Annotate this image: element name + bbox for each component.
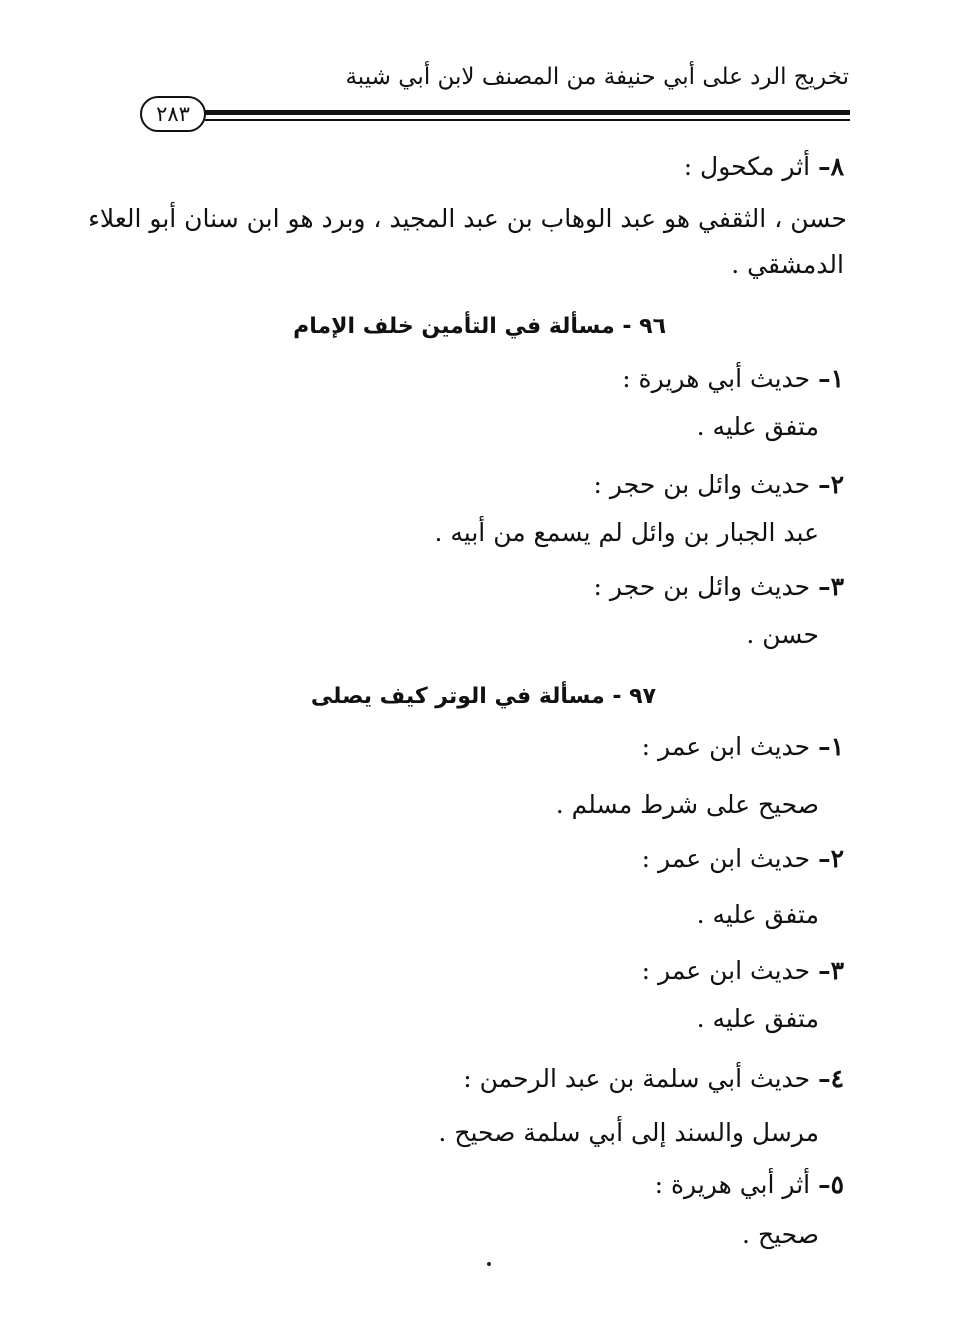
item-title: حديث أبي سلمة بن عبد الرحمن :: [463, 1064, 819, 1093]
item-title: أثر أبي هريرة :: [654, 1170, 819, 1199]
item-heading: [642, 730, 844, 764]
header-rule-thick: [205, 110, 850, 115]
body-text: حسن .: [746, 620, 819, 649]
item-heading: [622, 362, 844, 396]
section-number: ٩٧: [629, 684, 656, 709]
section-title: - مسألة في التأمين خلف الإمام: [293, 314, 640, 339]
section-heading: [311, 680, 656, 714]
page-number-badge: [140, 96, 206, 132]
body-text: صحيح .: [742, 1220, 819, 1249]
header-rule-thin: [205, 119, 850, 121]
body-text: الدمشقي .: [731, 250, 844, 279]
item-number: ٤–: [818, 1064, 844, 1093]
body-text: صحيح على شرط مسلم .: [555, 790, 819, 819]
item-number: ٣–: [818, 572, 844, 601]
item-title: حديث وائل بن حجر :: [593, 572, 819, 601]
section-heading: [293, 310, 666, 344]
item-heading: [642, 842, 844, 876]
body-text: مرسل والسند إلى أبي سلمة صحيح .: [438, 1118, 819, 1147]
item-number: ٣–: [818, 956, 844, 985]
item-number: ٢–: [818, 844, 844, 873]
item-number: ٥–: [818, 1170, 844, 1199]
page-number: ٢٨٣: [156, 102, 190, 126]
running-header-title: تخريج الرد على أبي حنيفة من المصنف لابن أبي شيبة: [345, 64, 849, 90]
body-text: عبد الجبار بن وائل لم يسمع من أبيه .: [434, 518, 819, 547]
item-number: ١–: [818, 732, 844, 761]
item-heading: [594, 468, 844, 502]
item-heading: [642, 954, 844, 988]
body-text: متفق عليه .: [696, 412, 819, 441]
item-title: حديث أبي هريرة :: [622, 364, 819, 393]
body-text: متفق عليه .: [696, 900, 819, 929]
item-number: ٨–: [818, 152, 844, 181]
item-title: حديث ابن عمر :: [641, 844, 819, 873]
body-text: متفق عليه .: [696, 1004, 819, 1033]
item-heading: [594, 570, 844, 604]
item-heading: [463, 1062, 844, 1096]
item-heading: [655, 1168, 844, 1202]
item-title: حديث ابن عمر :: [641, 732, 819, 761]
item-heading: [684, 150, 844, 184]
body-text: حسن ، الثقفي هو عبد الوهاب بن عبد المجيد ، وبرد هو ابن سنان أبو العلاء: [88, 204, 847, 233]
item-title: حديث وائل بن حجر :: [593, 470, 819, 499]
item-title: أثر مكحول :: [683, 152, 819, 181]
stray-mark: [487, 1262, 491, 1266]
section-title: - مسألة في الوتر كيف يصلى: [310, 684, 630, 709]
item-number: ٢–: [818, 470, 844, 499]
item-number: ١–: [818, 364, 844, 393]
section-number: ٩٦: [639, 314, 666, 339]
item-title: حديث ابن عمر :: [641, 956, 819, 985]
